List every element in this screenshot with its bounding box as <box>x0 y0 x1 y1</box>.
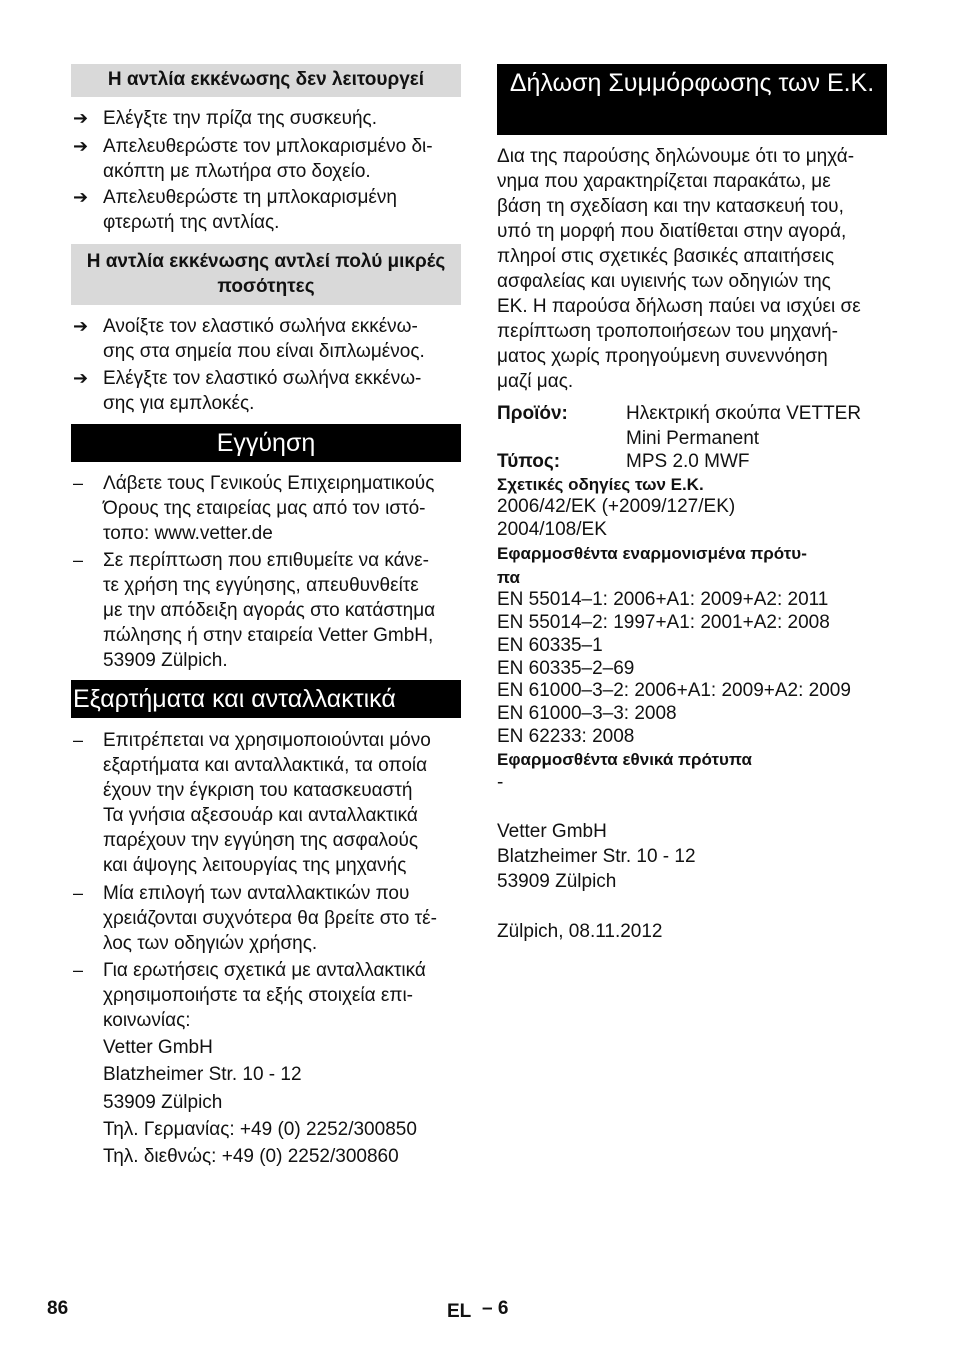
section-page-number: – 6 <box>482 1298 509 1319</box>
address-line: Blatzheimer Str. 10 - 12 <box>497 846 696 867</box>
arrow-right-icon: ➔ <box>73 316 89 336</box>
standard-line: EN 55014–2: 1997+A1: 2001+A2: 2008 <box>497 612 830 633</box>
directive-line: 2004/108/EK <box>497 519 607 540</box>
contact-line: Vetter GmbH <box>103 1037 213 1058</box>
section-heading-pump-not-working: Η αντλία εκκένωσης δεν λειτουργεί <box>71 64 461 97</box>
language-code: EL <box>447 1301 472 1322</box>
page-number: 86 <box>47 1298 69 1319</box>
address-line: Vetter GmbH <box>497 821 607 842</box>
product-label: Προϊόν: <box>497 403 568 424</box>
directives-label: Σχετικές οδηγίες των Ε.Κ. <box>497 475 704 494</box>
address-line: 53909 Zülpich <box>497 871 617 892</box>
harmonized-standards-label: πα <box>497 568 520 587</box>
place-date: Zülpich, 08.11.2012 <box>497 921 663 942</box>
list-item: ➔ Απελευθερώστε τη μπλοκαρισμένη φτερωτή της αντλίας. <box>73 187 397 233</box>
declaration-intro: Δια της παρούσης δηλώνουμε ότι το μηχά- νημα που χαρακτηρίζεται παρακάτω, με βάση τη σχεδίαση και την κατασκευή του, υπό τη μορφή που διατίθεται στην αγορά, πληροί στις σχετικές βασικές απαιτήσεις ασφαλείας και υγιεινής των οδηγιών της ΕΚ. Η παρούσα δήλωση παύει να ισχύει σε περίπτωση τροποποιήσεων του μηχανή- ματος χωρίς προηγούμενη συνεννόηση μαζί μας. <box>497 146 861 392</box>
section-heading-pump-low-output: Η αντλία εκκένωσης αντλεί πολύ μικρές ποσότητες <box>71 244 461 305</box>
dash-bullet-icon: – <box>73 730 84 750</box>
contact-line: Τηλ. διεθνώς: +49 (0) 2252/300860 <box>103 1146 399 1167</box>
dash-bullet-icon: – <box>73 883 84 903</box>
national-standards-label: Εφαρμοσθέντα εθνικά πρότυπα <box>497 750 752 769</box>
arrow-right-icon: ➔ <box>73 108 89 128</box>
list-item: – Για ερωτήσεις σχετικά με ανταλλακτικά χρησιμοποιήστε τα εξής στοιχεία επι- κοινωνίας: <box>73 960 426 1031</box>
list-item: ➔ Απελευθερώστε τον μπλοκαρισμένο δι- ακόπτη με πλωτήρα στο δοχείο. <box>73 136 433 182</box>
list-item: – Λάβετε τους Γενικούς Επιχειρηματικούς Όρους της εταιρείας μας από τον ιστό- τοπο: www.vetter.de <box>73 473 435 544</box>
contact-line: 53909 Zülpich <box>103 1092 223 1113</box>
arrow-right-icon: ➔ <box>73 368 89 388</box>
standard-line: EN 55014–1: 2006+A1: 2009+A2: 2011 <box>497 589 829 610</box>
section-heading-warranty: Εγγύηση <box>71 424 461 462</box>
dash-bullet-icon: – <box>73 960 84 980</box>
dash-bullet-icon: – <box>73 550 84 570</box>
list-item: – Σε περίπτωση που επιθυμείτε να κάνε- τε χρήση της εγγύησης, απευθυνθείτε με την απόδειξη αγοράς στο κατάστημα πώλησης ή στην εταιρεία Vetter GmbH, 53909 Zülpich. <box>73 550 436 671</box>
list-item: ➔ Ελέγξτε τον ελαστικό σωλήνα εκκένω- σης για εμπλοκές. <box>73 368 422 414</box>
arrow-right-icon: ➔ <box>73 187 89 207</box>
section-heading-accessories: Εξαρτήματα και ανταλλακτικά <box>71 680 461 718</box>
standard-line: EN 60335–1 <box>497 635 603 656</box>
product-value: Mini Permanent <box>626 428 760 449</box>
standard-line: EN 61000–3–2: 2006+A1: 2009+A2: 2009 <box>497 680 851 701</box>
product-value: Ηλεκτρική σκούπα VETTER <box>626 403 862 424</box>
standard-line: EN 61000–3–3: 2008 <box>497 703 677 724</box>
list-item: – Μία επιλογή των ανταλλακτικών που χρειάζονται συχνότερα θα βρείτε στο τέ- λος των οδηγιών χρήσης. <box>73 883 437 954</box>
harmonized-standards-label: Εφαρμοσθέντα εναρμονισμένα πρότυ- <box>497 544 807 563</box>
type-value: MPS 2.0 MWF <box>626 451 750 472</box>
standard-line: EN 60335–2–69 <box>497 658 635 679</box>
type-label: Τύπος: <box>497 451 561 472</box>
standard-line: EN 62233: 2008 <box>497 726 635 747</box>
list-item: ➔ Ανοίξτε τον ελαστικό σωλήνα εκκένω- σης στα σημεία που είναι διπλωμένος. <box>73 316 425 362</box>
national-standards-value: - <box>497 772 504 793</box>
dash-bullet-icon: – <box>73 473 84 493</box>
list-item: ➔ Ελέγξτε την πρίζα της συσκευής. <box>73 108 377 129</box>
arrow-right-icon: ➔ <box>73 136 89 156</box>
contact-line: Τηλ. Γερμανίας: +49 (0) 2252/300850 <box>103 1119 417 1140</box>
directive-line: 2006/42/EK (+2009/127/EK) <box>497 496 736 517</box>
contact-line: Blatzheimer Str. 10 - 12 <box>103 1064 302 1085</box>
section-heading-eu-declaration: Δήλωση Συμμόρφωσης των Ε.Κ. <box>497 64 887 135</box>
list-item: – Επιτρέπεται να χρησιμοποιούνται μόνο εξαρτήματα και ανταλλακτικά, τα οποία έχουν την έγκριση του κατασκευαστή Τα γνήσια αξεσουάρ και ανταλλακτικά παρέχουν την εγγύηση της ασφαλούς και άψογης λειτουργίας της μηχανής <box>73 730 431 876</box>
